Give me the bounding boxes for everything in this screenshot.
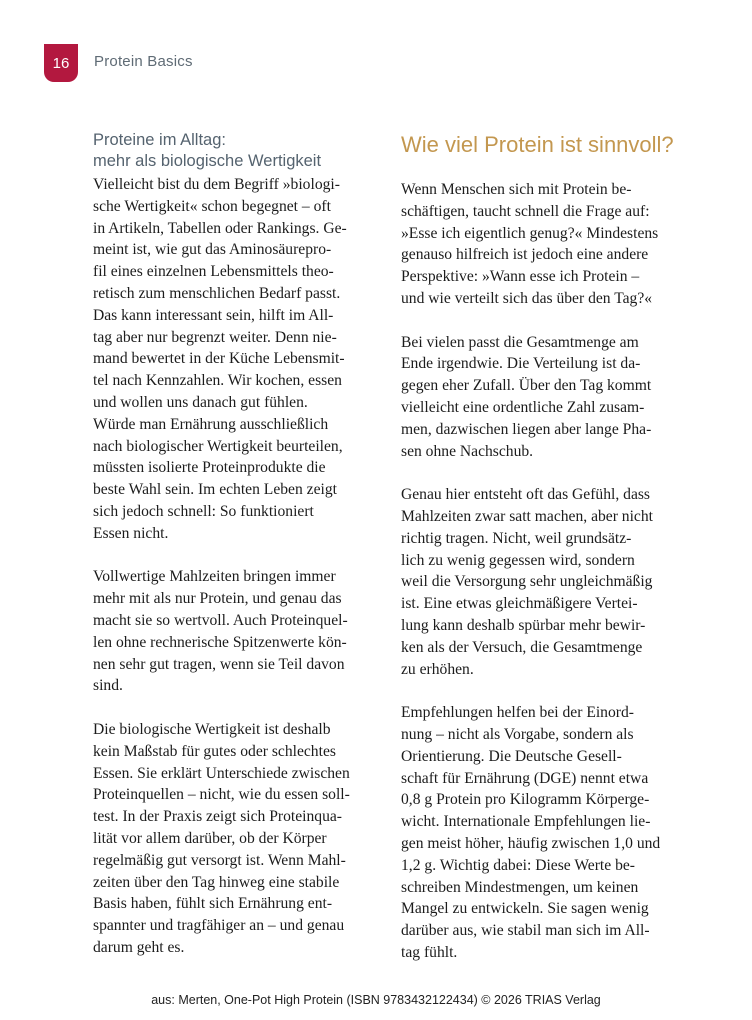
text-line: Essen. Sie erklärt Unterschiede zwischen [93, 764, 350, 782]
paragraph [401, 332, 691, 463]
paragraph [93, 566, 383, 697]
text-line: Genau hier entsteht oft das Gefühl, dass [401, 486, 650, 504]
text-line: zeiten über den Tag hinweg eine stabile [93, 873, 340, 891]
paragraph [401, 702, 691, 964]
text-line: ist. Eine etwas gleichmäßigere Vertei- [401, 595, 638, 613]
left-column [93, 130, 383, 980]
text-line: nen sehr gut tragen, wenn sie Teil davon [93, 655, 345, 673]
text-line: Proteinquellen – nicht, wie du essen soll- [93, 786, 350, 804]
text-line: gegen eher Zufall. Über den Tag kommt [401, 377, 652, 395]
text-line: Die biologische Wertigkeit ist deshalb [93, 720, 331, 738]
right-body-text [401, 179, 691, 964]
text-line: zu erhöhen. [401, 660, 474, 678]
text-line: meint ist, wie gut das Aminosäurepro- [93, 241, 332, 259]
text-line: und wollen uns danach gut fühlen. [93, 393, 308, 411]
text-line: weil die Versorgung sehr ungleichmäßig [401, 573, 653, 591]
text-line: schäftigen, taucht schnell die Frage auf: [401, 202, 650, 220]
text-line: Basis haben, fühlt sich Ernährung ent- [93, 895, 333, 913]
text-line: ken als der Versuch, die Gesamtmenge [401, 638, 643, 656]
text-line: gen meist höher, häufig zwischen 1,0 und [401, 834, 661, 852]
left-body-text [93, 174, 383, 959]
page-number-badge [44, 44, 78, 82]
text-line: mand bewertet in der Küche Lebensmit- [93, 350, 345, 368]
text-line: Vollwertige Mahlzeiten bringen immer [93, 568, 336, 586]
text-line: macht sie so wertvoll. Auch Proteinquel- [93, 611, 348, 629]
text-line: sich jedoch schnell: So funktioniert [93, 502, 314, 520]
text-line: Das kann interessant sein, hilft im All- [93, 306, 334, 324]
text-line: 1,2 g. Wichtig dabei: Diese Werte be- [401, 856, 635, 874]
text-line: lung kann deshalb spürbar mehr bewir- [401, 616, 646, 634]
text-line: sen ohne Nachschub. [401, 442, 534, 460]
text-line: darüber aus, wie stabil man sich im All- [401, 922, 650, 940]
text-line: Würde man Ernährung ausschließlich [93, 415, 329, 433]
paragraph [401, 179, 691, 310]
text-line: in Artikeln, Tabellen oder Rankings. Ge- [93, 219, 347, 237]
paragraph [401, 484, 691, 680]
text-line: Bei vielen passt die Gesamtmenge am [401, 333, 639, 351]
paragraph [93, 174, 383, 545]
text-line: müssten isolierte Proteinprodukte die [93, 459, 326, 477]
text-line: genauso hilfreich ist jedoch eine andere [401, 246, 649, 264]
text-line: und wie verteilt sich das über den Tag?« [401, 289, 653, 307]
running-title: Protein Basics [94, 53, 193, 70]
text-line: 0,8 g Protein pro Kilogramm Körperge- [401, 791, 650, 809]
text-line: lich zu wenig gegessen wird, sondern [401, 551, 635, 569]
text-line: »Esse ich eigentlich genug?« Mindestens [401, 224, 659, 242]
text-line: richtig tragen. Nicht, weil grundsätz- [401, 529, 632, 547]
text-line: retisch zum menschlichen Bedarf passt. [93, 284, 341, 302]
text-line: sche Wertigkeit« schon begegnet – oft [93, 197, 331, 215]
text-line: Empfehlungen helfen bei der Einord- [401, 704, 634, 722]
text-line: tel nach Kennzahlen. Wir kochen, essen [93, 372, 342, 390]
text-line: tag fühlt. [401, 943, 458, 961]
text-line: spannter und tragfähiger an – und genau [93, 917, 345, 935]
text-line: vielleicht eine ordentliche Zahl zusam- [401, 398, 645, 416]
text-line: test. In der Praxis zeigt sich Proteinqua- [93, 808, 343, 826]
text-line: Ende irgendwie. Die Verteilung ist da- [401, 355, 641, 373]
text-line: Mahlzeiten zwar satt machen, aber nicht [401, 507, 653, 525]
text-line: regelmäßig gut versorgt ist. Wenn Mahl- [93, 851, 346, 869]
text-line: Mangel zu entwickeln. Sie sagen wenig [401, 900, 649, 918]
right-column [401, 130, 691, 985]
text-line: schaft für Ernährung (DGE) nennt etwa [401, 769, 649, 787]
paragraph [93, 719, 383, 959]
text-line: Vielleicht bist du dem Begriff »biologi- [93, 176, 340, 193]
text-line: nung – nicht als Vorgabe, sondern als [401, 725, 634, 743]
source-footer: aus: Merten, One-Pot High Protein (ISBN 9783432122434) © 2026 TRIAS Verlag [151, 993, 601, 1007]
text-line: wicht. Internationale Empfehlungen lie- [401, 813, 651, 831]
text-line: Essen nicht. [93, 524, 169, 542]
text-line: kein Maßstab für gutes oder schlechtes [93, 742, 336, 760]
text-line: fil eines einzelnen Lebensmittels theo- [93, 263, 334, 281]
text-line: men, dazwischen liegen aber lange Pha- [401, 420, 652, 438]
text-line: lität vor allem darüber, ob der Körper [93, 829, 327, 847]
text-line: darum geht es. [93, 938, 185, 956]
section-subheading [93, 130, 383, 172]
text-line: sind. [93, 677, 123, 695]
text-line: beste Wahl sein. Im echten Leben zeigt [93, 481, 337, 499]
text-line: schreiben Mindestmengen, um keinen [401, 878, 639, 896]
text-line: mehr mit als nur Protein, und genau das [93, 590, 342, 608]
page-number: 16 [52, 54, 70, 72]
text-line: Wenn Menschen sich mit Protein be- [401, 181, 632, 198]
text-line: len ohne rechnerische Spitzenwerte kön- [93, 633, 347, 651]
subheading-line: mehr als biologische Wertigkeit [93, 152, 322, 170]
subheading-line: Proteine im Alltag: [93, 131, 226, 149]
text-line: nach biologischer Wertigkeit beurteilen, [93, 437, 343, 455]
text-line: Perspektive: »Wann esse ich Protein – [401, 268, 640, 286]
section-heading: Wie viel Protein ist sinnvoll? [401, 132, 674, 157]
text-line: Orientierung. Die Deutsche Gesell- [401, 747, 622, 765]
text-line: tag aber nur begrenzt weiter. Denn nie- [93, 328, 337, 346]
